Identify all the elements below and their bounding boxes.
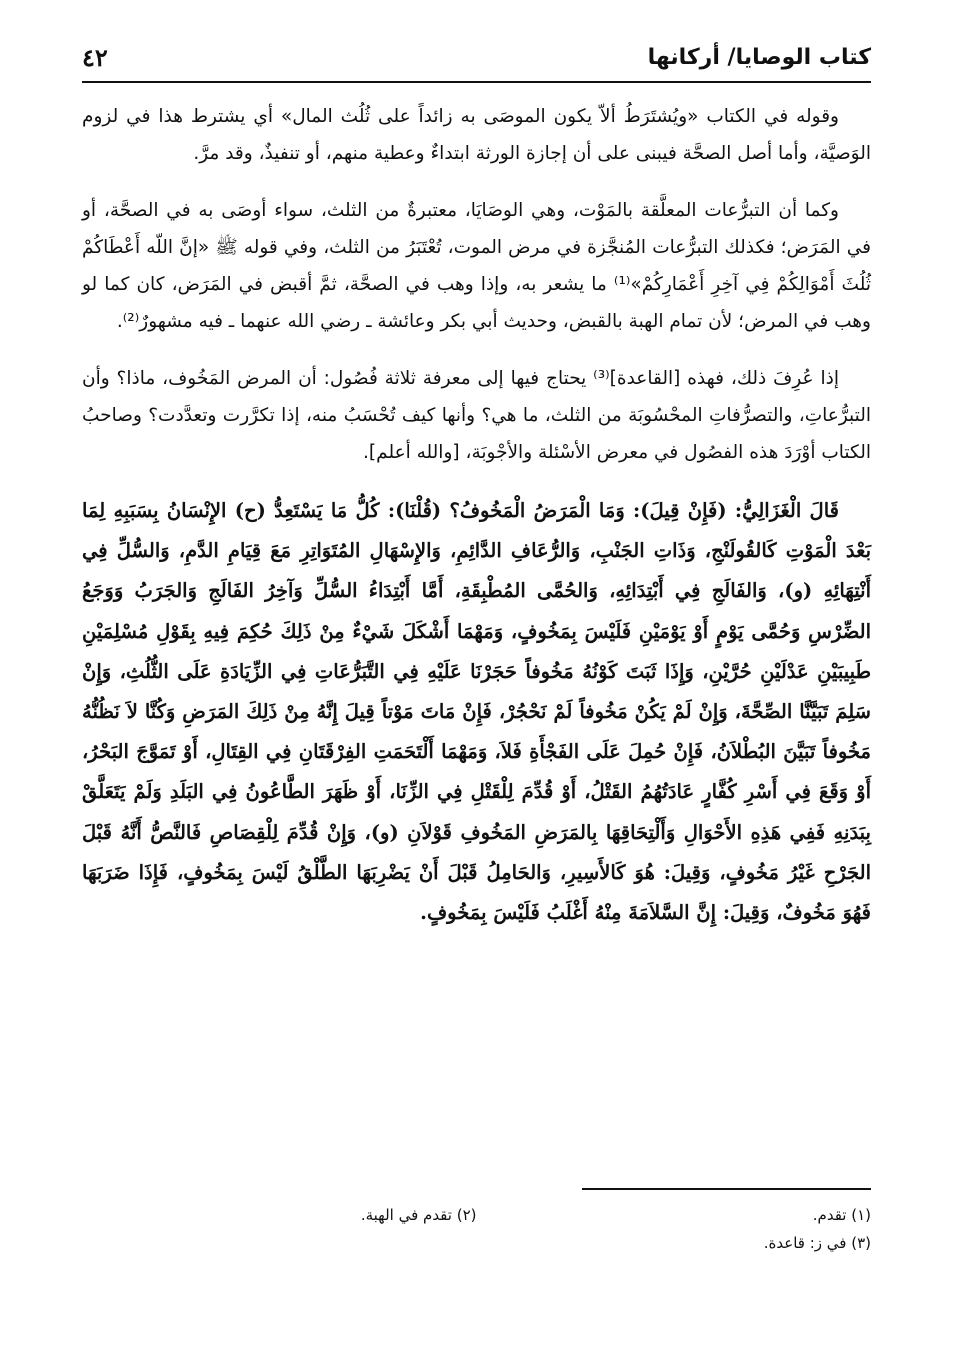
- footnote-row: [82, 1201, 871, 1229]
- header-rule: [82, 81, 871, 83]
- page-header: [82, 40, 871, 74]
- footnote-rule: [582, 1188, 871, 1190]
- footnote-3: (٣) في ز: قاعدة.: [763, 1234, 871, 1252]
- footnote-2: (٢) تقدم في الهبة.: [360, 1206, 477, 1224]
- footnote-row: [82, 1229, 871, 1257]
- running-title: كتاب الوصايا/ أركانها: [647, 44, 871, 70]
- matn-quote-paragraph: قَالَ الْغَزَالِيُّ: (فَإِنْ قِيلَ): وَمَا الْمَرَضُ الْمَخُوفُ؟ (قُلْنَا): كُلُّ مَا يَسْتَعِدُّ (ح) الإِنْسَانُ بِسَبَبِهِ لِمَا بَعْدَ الْمَوْتِ كَالقُولَنْجِ، وَذَاتِ الجَنْبِ، وَالرُّعَافِ الدَّائِمِ، وَالإِسْهَالِ المُتَوَاتِرِ مَعَ قِيَامِ الدَّمِ، وَالسُّلِّ فِي أَنْتِهَائِهِ (و)، وَالفَالَجِ فِي أَبْتِدَائِهِ، وَالحُمَّى المُطْبِقَةِ، أَمَّا أَبْتِدَاءُ السُّلِّ وَآخِرُ الفَالَجِ وَالجَرَبُ وَوَجَعُ الضِّرْسِ وَحُمَّى يَوْمٍ أَوْ يَوْمَيْنِ فَلَيْسَ بِمَخُوفٍ، وَمَهْمَا أَشْكَلَ شَيْءٌ مِنْ ذَلِكَ حُكِمَ فِيهِ بِقَوْلِ مُسْلِمَيْنِ طَبِيبَيْنِ عَدْلَيْنِ حُرَّيْنِ، وَإِذَا ثَبَتَ كَوْنُهُ مَخُوفاً حَجَرْنَا عَلَيْهِ فِي التَّبَرُّعَاتِ فِي الزِّيَادَةِ عَلَى الثُّلُثِ، وَإِنْ سَلِمَ تَبَيَّنَّا الصِّحَّةَ، وَإِنْ لَمْ يَكُنْ مَخُوفاً لَمْ نَحْجُرْ، فَإِنْ مَاتَ مَوْتاً قِيلَ إِنَّهُ مِنْ ذَلِكَ المَرَضِ وَكُنَّا لاَ نَظُنُّهُ مَخُوفاً تَبَيَّنَ البُطْلاَنُ، فَإِنْ حُمِلَ عَلَى الفَجْأَةِ فَلاَ، وَمَهْمَا أَلْتَحَمَتِ الفِرْقَتَانِ فِي القِتَالِ، أَوْ تَمَوَّجَ البَحْرُ، أَوْ وَقَعَ فِي أَسْرِ كُفَّارٍ عَادَتُهُمُ القَتْلُ، أَوْ قُدِّمَ لِلْقَتْلِ فِي الزِّنَا، أَوْ ظَهَرَ الطَّاعُونُ فِي البَلَدِ وَلَمْ يَتَعَلَّقْ بِبَدَنِهِ فَفِي هَذِهِ الأَحْوَالِ وَأَلْتِحَاقِهَا بِالمَرَضِ المَخُوفِ قَوْلاَنِ (و)، وَإِنْ قُدِّمَ لِلْقِصَاصِ فَالنَّصُّ أَنَّهُ قَبْلَ الجَرْحِ غَيْرُ مَخُوفٍ، وَقِيلَ: هُوَ كَالأَسِيرِ، وَالحَامِلُ قَبْلَ أَنْ يَضْرِبَهَا الطَّلْقُ لَيْسَ بِمَخُوفٍ، فَإِذَا ضَرَبَهَا فَهُوَ مَخُوفٌ، وَقِيلَ: إِنَّ السَّلاَمَةَ مِنْهُ أَغْلَبُ فَلَيْسَ بِمَخُوفٍ.: [82, 499, 871, 925]
- page-number: ٤٢: [82, 42, 108, 72]
- commentary-paragraph-2: وكما أن التبرُّعات المعلَّقة بالمَوْت، وهي الوصَايَا، معتبرةٌ من الثلث، سواء أوصَى به في الصحَّة، أو في المَرَض؛ فكذلك التبرُّعات المُنجَّزة في مرض الموت، تُعْتَبَرُ من الثلث، وفي قوله ﷺ «إنَّ اللّه أَعْطَاكُمْ ثُلُثَ أَمْوَالِكُمْ فِي آخِرِ أَعْمَارِكُمْ»⁽¹⁾ ما يشعر به، وإذا وهب في الصحَّة، ثمَّ أقبض في المَرَض، كان كما لو وهب في المرض؛ لأن تمام الهبة بالقبض، وحديث أبي بكر وعائشة ـ رضي الله عنهما ـ فيه مشهورٌ⁽²⁾.: [82, 200, 871, 332]
- commentary-paragraph-3: إذا عُرِفَ ذلك، فهذه [القاعدة]⁽³⁾ يحتاج فيها إلى معرفة ثلاثة فُصُول: أن المرض المَخُوف، ماذا؟ وأن التبرُّعاتِ، والتصرُّفاتِ المحْسُوبَة من الثلث، ما هي؟ وأنها كيف تُحْسَبُ منه، إذا تكرَّرت وتعدَّدت؟ وصاحبُ الكتاب أوْرَدَ هذه الفصُول في معرض الأسْئلة والأجْوبَة، [والله أعلم].: [82, 368, 871, 463]
- commentary-paragraph-1: وقوله في الكتاب «ويُشتَرَطُ ألاّ يكون الموصَى به زائداً على ثُلُث المال» أي يشترط هذا في لزوم الوَصيَّة، وأما أصل الصحَّة فيبنى على أن إجازة الورثة ابتداءٌ وعطية منهم، أو تنفيذٌ، وقد مرَّ.: [82, 106, 871, 164]
- footnote-1: (١) تقدم.: [812, 1206, 871, 1224]
- body-text: [82, 98, 871, 933]
- footnotes: [82, 1201, 871, 1257]
